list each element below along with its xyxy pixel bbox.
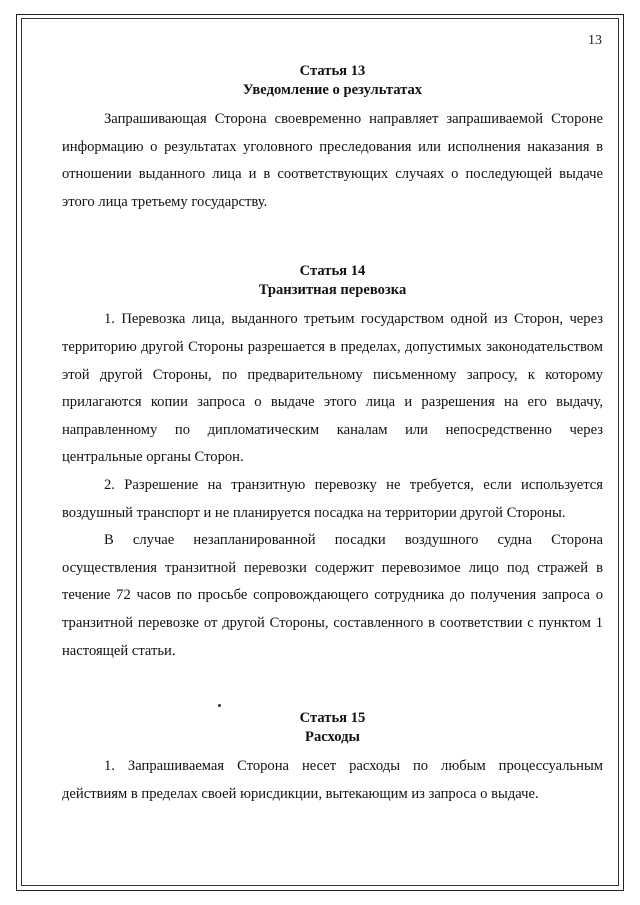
article-14: [62, 262, 603, 665]
article-13: [62, 62, 603, 216]
article-title: Транзитная перевозка: [258, 282, 407, 299]
scan-speck: [218, 704, 221, 707]
article-paragraph: 1. Запрашиваемая Сторона несет расходы по любым процессуальным действиям в пределах своей юрисдикции, вытекающим из запроса о выдаче.: [62, 758, 603, 802]
article-number: Статья 14: [299, 263, 366, 280]
article-title: Расходы: [305, 729, 360, 746]
article-paragraph: 1. Перевозка лица, выданного третьим государством одной из Сторон, через территорию другой Стороны разрешается в пределах, допустимых законодательством этой другой Стороны, по предварительному письменному запросу, к которому прилагаются копии запроса о выдаче этого лица и разрешения на его выдачу, направленному по дипломатическим каналам или непосредственно через центральные органы Сторон.: [62, 311, 603, 466]
article-paragraph: В случае незапланированной посадки воздушного судна Сторона осуществления транзитной перевозки содержит перевозимое лицо под стражей в течение 72 часов по просьбе сопровождающего сотрудника до получения запроса о транзитной перевозке от другой Стороны, составленного в соответствии с пунктом 1 настоящей статьи.: [62, 532, 603, 659]
article-number: Статья 15: [299, 710, 366, 727]
document-body: [62, 62, 603, 808]
article-paragraph: 2. Разрешение на транзитную перевозку не требуется, если используется воздушный транспорт и не планируется посадка на территории другой Стороны.: [62, 476, 603, 521]
article-title: Уведомление о результатах: [242, 82, 423, 98]
page-number: 13: [588, 33, 602, 48]
article-paragraph: Запрашивающая Сторона своевременно направляет запрашиваемой Стороне информацию о результатах уголовного преследования или исполнения наказания в отношении выданного лица и в соответствующих случаях о последующей выдаче этого лица третьему государству.: [62, 111, 603, 210]
article-number: Статья 13: [299, 63, 366, 79]
article-15: [62, 709, 603, 808]
